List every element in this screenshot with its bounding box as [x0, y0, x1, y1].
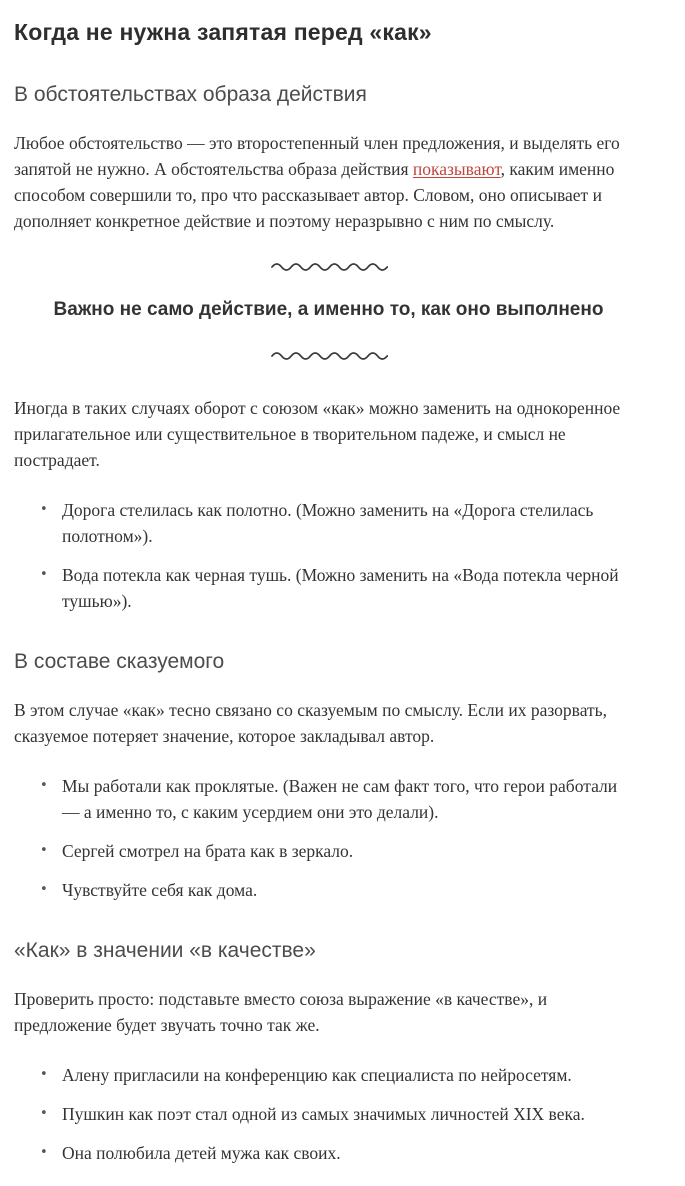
list-item [40, 877, 634, 903]
spacer [14, 361, 643, 373]
list-item-text: Сергей смотрел на брата как в зеркало. [62, 841, 354, 862]
list-item-text: Мы работали как проклятые. (Важен не сам факт того, что герои работали — а именно то, с каким усердием они это делали). [62, 776, 618, 823]
bullet-icon: • [40, 501, 48, 517]
bullet-icon: • [40, 1067, 48, 1083]
bullet-icon: • [40, 1145, 48, 1161]
bullet-icon: • [40, 843, 48, 859]
paragraph-predicate-intro: В этом случае «как» тесно связано со сказуемым по смыслу. Если их разорвать, сказуемое потеряет значение, которое закладывал автор. [14, 700, 608, 747]
example-list-replace [14, 497, 634, 614]
list-item-text: Алену пригласили на конференцию как специалиста по нейросетям. [62, 1065, 572, 1086]
paragraph-replace-intro: Иногда в таких случаях оборот с союзом «как» можно заменить на однокоренное прилагательное или существительное в творительном падеже, и смысл не пострадает. [14, 397, 621, 470]
page-title: Когда не нужна запятая перед «как» [14, 19, 432, 45]
list-item [40, 1101, 634, 1127]
section-heading-predicate: В составе сказуемого [14, 649, 225, 673]
list-item-text: Чувствуйте себя как дома. [62, 880, 258, 901]
paragraph-quality-intro: Проверить просто: подставьте вместо союза выражение «в качестве», и предложение будет звучать точно так же. [14, 989, 548, 1036]
section-heading-manner: В обстоятельствах образа действия [14, 82, 367, 106]
list-item [40, 1140, 634, 1166]
bullet-icon: • [40, 566, 48, 582]
list-item-text: Дорога стелилась как полотно. (Можно заменить на «Дорога стелилась полотном»). [62, 499, 594, 546]
list-item [40, 497, 634, 549]
paragraph-manner [14, 130, 643, 234]
wavy-divider-icon [270, 258, 388, 272]
callout-statement: Важно не само действие, а именно то, как оно выполнено [53, 299, 604, 321]
list-item-text: Она полюбила детей мужа как своих. [62, 1143, 341, 1164]
list-item [40, 773, 634, 825]
paragraph-manner-after-link: , каким именно способом совершили то, про что рассказывает автор. Словом, оно описывает и дополняет конкретное действие и поэтому неразрывно с ним по смыслу. [14, 159, 615, 232]
example-list-quality [14, 1062, 634, 1166]
bullet-icon: • [40, 1106, 48, 1122]
list-item [40, 1062, 634, 1088]
callout-block [14, 258, 643, 361]
bullet-icon: • [40, 882, 48, 898]
bullet-icon: • [40, 778, 48, 794]
inline-link-pokazyvayut[interactable]: показывают [412, 159, 501, 180]
list-item-text: Пушкин как поэт стал одной из самых значимых личностей XIX века. [62, 1104, 585, 1125]
wavy-divider-icon [270, 347, 388, 361]
list-item [40, 838, 634, 864]
paragraph-manner-before-link: Любое обстоятельство — это второстепенный член предложения, и выделять его запятой не нужно. А обстоятельства образа действия [14, 133, 620, 180]
example-list-predicate [14, 773, 634, 903]
section-heading-quality: «Как» в значении «в качестве» [14, 939, 316, 963]
list-item [40, 562, 634, 614]
list-item-text: Вода потекла как черная тушь. (Можно заменить на «Вода потекла черной тушью»). [62, 564, 619, 611]
